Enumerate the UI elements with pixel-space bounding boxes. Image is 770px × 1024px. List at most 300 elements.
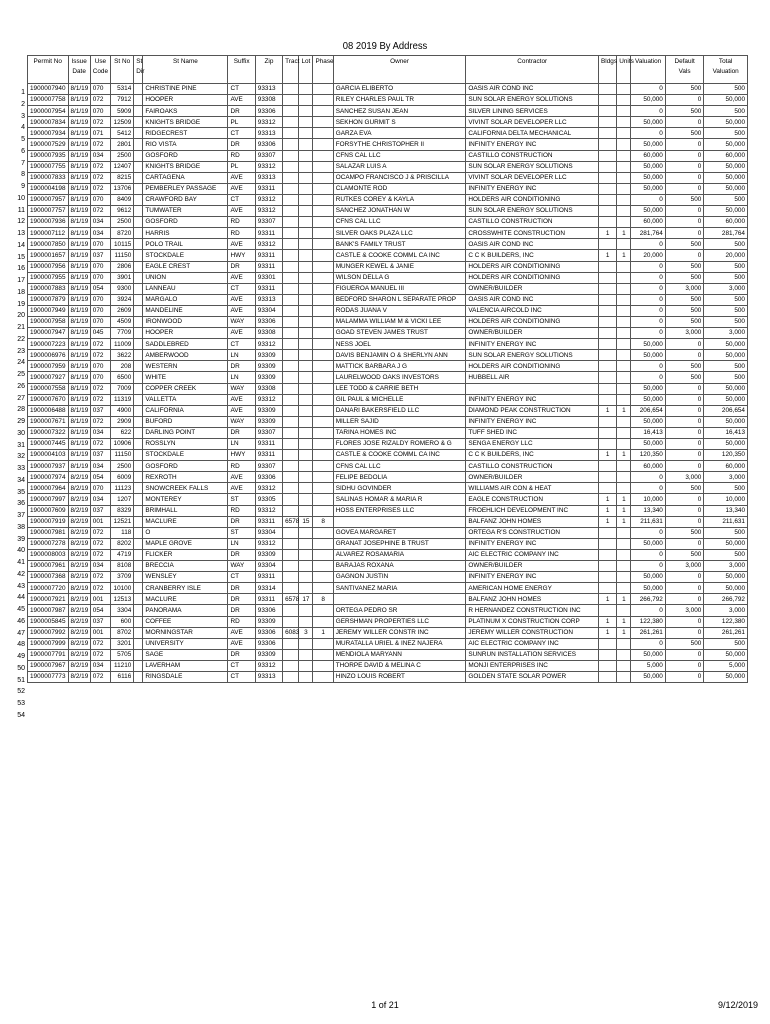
table-cell (466, 383, 599, 394)
row-number: 16 (17, 265, 25, 273)
table-cell: MATTICK BARBARA J G (333, 361, 466, 372)
table-cell: 211,631 (631, 516, 665, 527)
table-cell (299, 405, 313, 416)
table-cell: DR (228, 594, 255, 605)
table-cell (617, 572, 631, 583)
column-header: Use Code (90, 56, 110, 84)
table-cell: AVE (228, 183, 255, 194)
table-cell: 8409 (111, 194, 134, 205)
table-cell: 0 (665, 494, 703, 505)
table-cell: 50,000 (631, 416, 665, 427)
table-cell: 17 (299, 594, 313, 605)
table-cell (299, 194, 313, 205)
table-cell: RIO VISTA (143, 139, 228, 150)
row-number: 32 (17, 453, 25, 461)
table-cell: 50,000 (631, 439, 665, 450)
table-cell (283, 339, 299, 350)
table-cell: DANARI BAKERSFIELD LLC (333, 405, 466, 416)
table-cell (299, 84, 313, 95)
table-cell: 122,380 (631, 616, 665, 627)
table-cell: 0 (665, 572, 703, 583)
table-cell (313, 84, 333, 95)
table-cell: CT (228, 84, 255, 95)
table-cell: ROSSLYN (143, 439, 228, 450)
table-cell: 93309 (255, 405, 282, 416)
table-cell: 0 (665, 161, 703, 172)
table-cell: 8/2/19 (68, 483, 90, 494)
table-cell: KNIGHTS BRIDGE (143, 161, 228, 172)
table-cell: 1 (617, 228, 631, 239)
table-cell: 122,380 (704, 616, 748, 627)
table-cell: 070 (90, 84, 110, 95)
table-row (28, 605, 748, 616)
table-cell: 8/1/19 (68, 161, 90, 172)
table-cell (134, 549, 143, 560)
table-cell (599, 439, 617, 450)
row-number: 3 (21, 112, 25, 120)
table-cell (313, 206, 333, 217)
row-number: 14 (17, 241, 25, 249)
table-cell: LEE TODD & CARRIE BETH (333, 383, 466, 394)
table-cell: 8702 (111, 627, 134, 638)
table-cell: 8/1/19 (68, 372, 90, 383)
table-cell: INFINITY ENERGY INC (466, 416, 599, 427)
table-cell: 93313 (255, 172, 282, 183)
table-cell: 1 (617, 594, 631, 605)
table-cell: 070 (90, 305, 110, 316)
table-cell: MENDIOLA MARYANN (333, 649, 466, 660)
table-cell (599, 583, 617, 594)
row-number: 17 (17, 277, 25, 284)
table-cell: 072 (90, 649, 110, 660)
table-cell: AVE (228, 305, 255, 316)
table-cell (283, 128, 299, 139)
table-cell: 8/2/19 (68, 549, 90, 560)
table-cell: 072 (90, 339, 110, 350)
table-cell (617, 671, 631, 682)
table-cell: 054 (90, 605, 110, 616)
table-cell (313, 305, 333, 316)
table-row (28, 139, 748, 150)
table-cell: 8/1/19 (68, 95, 90, 106)
table-cell: 1900007757 (28, 206, 69, 217)
table-cell (283, 616, 299, 627)
table-cell: KNIGHTS BRIDGE (143, 117, 228, 128)
table-row (28, 572, 748, 583)
table-cell (134, 84, 143, 95)
table-cell (599, 172, 617, 183)
table-cell: 070 (90, 483, 110, 494)
table-cell: 50,000 (631, 572, 665, 583)
table-cell: 0 (665, 583, 703, 594)
table-cell: LAURELWOOD OAKS INVESTORS (333, 372, 466, 383)
table-cell: 0 (631, 283, 665, 294)
table-cell: 0 (665, 427, 703, 438)
table-cell: 8/1/19 (68, 427, 90, 438)
table-cell: 1900007955 (28, 272, 69, 283)
table-cell (299, 239, 313, 250)
row-number-column (11, 87, 25, 722)
table-cell: MACLURE (143, 516, 228, 527)
table-cell: 500 (665, 261, 703, 272)
table-row (28, 161, 748, 172)
report-title: 08 2019 By Address (342, 40, 428, 52)
table-cell (599, 194, 617, 205)
table-cell: MALAMMA WILLIAM M & VICKI LEE (333, 316, 466, 327)
table-cell: MACLURE (143, 594, 228, 605)
table-row (28, 638, 748, 649)
table-cell: 1900007974 (28, 472, 69, 483)
table-cell: 50,000 (704, 583, 748, 594)
table-cell (283, 183, 299, 194)
table-cell (283, 383, 299, 394)
table-cell (599, 427, 617, 438)
row-number: 38 (17, 523, 25, 531)
table-cell: 1900007883 (28, 283, 69, 294)
table-cell (299, 372, 313, 383)
row-number: 46 (17, 617, 25, 625)
table-cell: FORSYTHE CHRISTOPHER II (333, 139, 466, 150)
table-cell (313, 261, 333, 272)
table-cell: 500 (704, 272, 748, 283)
table-cell: 0 (665, 228, 703, 239)
table-cell: HUBBELL AIR (466, 372, 599, 383)
table-cell: AVE (228, 638, 255, 649)
table-cell (299, 250, 313, 261)
table-cell: 037 (90, 505, 110, 516)
table-cell: SALINAS HOMAR & MARIA R (333, 494, 466, 505)
table-cell: 1 (599, 405, 617, 416)
table-cell (599, 305, 617, 316)
table-cell: 1 (617, 405, 631, 416)
table-cell: 1 (617, 250, 631, 261)
table-cell (599, 117, 617, 128)
table-cell: CT (228, 339, 255, 350)
table-cell: 1900007758 (28, 95, 69, 106)
table-cell: FLORES JOSE RIZALDY ROMERO & G (333, 439, 466, 450)
table-cell (333, 594, 466, 605)
table-cell (283, 671, 299, 682)
table-cell: 93312 (255, 161, 282, 172)
table-cell: 0 (631, 527, 665, 538)
table-cell (134, 239, 143, 250)
table-cell (313, 439, 333, 450)
table-cell (299, 361, 313, 372)
table-cell: 0 (631, 194, 665, 205)
table-cell (313, 494, 333, 505)
table-cell: 3,000 (704, 561, 748, 572)
table-cell: 8/1/19 (68, 350, 90, 361)
table-cell (134, 217, 143, 228)
table-cell: 93312 (255, 117, 282, 128)
table-cell: INFINITY ENERGY INC (466, 139, 599, 150)
table-cell (134, 150, 143, 161)
table-cell: 8108 (111, 561, 134, 572)
table-cell: 037 (90, 616, 110, 627)
table-cell: 8/1/19 (68, 339, 90, 350)
row-number: 53 (17, 700, 25, 707)
table-cell: 1 (617, 505, 631, 516)
table-cell: 11009 (111, 339, 134, 350)
table-cell: RD (228, 150, 255, 161)
table-cell: 0 (631, 316, 665, 327)
table-cell: TUFF SHED INC (466, 427, 599, 438)
table-cell: 0 (665, 450, 703, 461)
table-cell (283, 283, 299, 294)
table-cell: 50,000 (631, 95, 665, 106)
table-cell (134, 505, 143, 516)
table-cell: RD (228, 217, 255, 228)
table-cell (283, 461, 299, 472)
row-number: 54 (17, 711, 25, 719)
table-cell: PLATINUM X CONSTRUCTION CORP (466, 616, 599, 627)
table-cell (283, 106, 299, 117)
table-cell (134, 416, 143, 427)
table-cell: 0 (631, 483, 665, 494)
table-cell: 0 (631, 305, 665, 316)
table-cell: C C K BUILDERS, INC (466, 250, 599, 261)
table-cell: 93308 (255, 95, 282, 106)
table-cell: RD (228, 228, 255, 239)
row-number: 52 (17, 688, 25, 696)
table-cell: 500 (704, 106, 748, 117)
table-cell: 2500 (111, 461, 134, 472)
table-row (28, 172, 748, 183)
table-cell: 93306 (255, 605, 282, 616)
table-cell (617, 472, 631, 483)
row-number: 12 (17, 218, 25, 226)
table-cell (599, 272, 617, 283)
table-cell: 072 (90, 549, 110, 560)
table-cell: 1 (617, 494, 631, 505)
table-cell (617, 416, 631, 427)
table-cell: O (143, 527, 228, 538)
table-cell (599, 660, 617, 671)
table-cell: 8/1/19 (68, 183, 90, 194)
table-cell: 8/2/19 (68, 472, 90, 483)
table-cell (283, 294, 299, 305)
table-cell: 93309 (255, 549, 282, 560)
table-cell: 50,000 (631, 538, 665, 549)
table-cell: 93309 (255, 372, 282, 383)
table-cell (134, 627, 143, 638)
table-cell: 072 (90, 583, 110, 594)
table-cell (134, 139, 143, 150)
table-cell: 070 (90, 272, 110, 283)
table-cell: 0 (665, 339, 703, 350)
table-cell: 0 (665, 394, 703, 405)
table-cell (283, 372, 299, 383)
table-cell: 93312 (255, 206, 282, 217)
table-cell: 0 (665, 660, 703, 671)
table-cell (617, 117, 631, 128)
table-cell: 072 (90, 172, 110, 183)
table-cell: 0 (665, 183, 703, 194)
table-cell: 93313 (255, 128, 282, 139)
table-cell: 072 (90, 139, 110, 150)
table-cell (134, 494, 143, 505)
table-cell: STOCKDALE (143, 450, 228, 461)
table-cell: 1900007529 (28, 139, 69, 150)
table-cell: C C K BUILDERS, INC (466, 450, 599, 461)
table-cell: 266,792 (704, 594, 748, 605)
table-cell: 1900007919 (28, 516, 69, 527)
table-cell: WAY (228, 316, 255, 327)
table-cell: DR (228, 427, 255, 438)
table-cell (617, 84, 631, 95)
table-row (28, 505, 748, 516)
table-row (28, 405, 748, 416)
table-cell: HOLDERS AIR CONDITIONING (466, 316, 599, 327)
table-cell: 93311 (255, 450, 282, 461)
table-cell: GOSFORD (143, 150, 228, 161)
table-cell: MURATALLA URIEL & INEZ NAJERA (333, 638, 466, 649)
table-cell (134, 572, 143, 583)
row-number: 28 (17, 406, 25, 414)
table-cell: AVE (228, 405, 255, 416)
table-cell: UNION (143, 272, 228, 283)
table-cell: 0 (631, 294, 665, 305)
table-cell: 037 (90, 450, 110, 461)
table-cell: 20,000 (631, 250, 665, 261)
table-cell: 93311 (255, 228, 282, 239)
table-cell: 8/1/19 (68, 361, 90, 372)
table-cell (617, 161, 631, 172)
table-cell: 8/1/19 (68, 305, 90, 316)
table-cell: 8/2/19 (68, 616, 90, 627)
table-cell (283, 206, 299, 217)
table-cell: 3,000 (704, 472, 748, 483)
table-cell: 5,000 (631, 660, 665, 671)
table-cell: 034 (90, 427, 110, 438)
table-cell: SEKHON GURMIT S (333, 117, 466, 128)
table-cell (283, 450, 299, 461)
table-cell: OASIS AIR COND INC (466, 294, 599, 305)
table-cell: 0 (665, 439, 703, 450)
table-cell: HOLDERS AIR CONDITIONING (466, 261, 599, 272)
table-cell: HARRIS (143, 228, 228, 239)
table-cell: 93312 (255, 660, 282, 671)
table-cell (617, 638, 631, 649)
table-cell: 8/1/19 (68, 228, 90, 239)
table-cell: FELIPE BEDOLIA (333, 472, 466, 483)
table-cell (313, 183, 333, 194)
table-cell: 072 (90, 394, 110, 405)
table-cell: 072 (90, 350, 110, 361)
table-cell: 12509 (111, 117, 134, 128)
table-cell: SIDHU GOVINDER (333, 483, 466, 494)
column-header: Owner (333, 56, 466, 84)
table-cell: CT (228, 128, 255, 139)
table-cell: CASTILLO CONSTRUCTION (466, 461, 599, 472)
table-cell: SANCHEZ JONATHAN W (333, 206, 466, 217)
row-number: 50 (17, 664, 25, 672)
table-cell: 1900007773 (28, 671, 69, 682)
table-cell (599, 139, 617, 150)
table-cell (299, 383, 313, 394)
table-cell: 50,000 (631, 161, 665, 172)
table-cell: GOSFORD (143, 461, 228, 472)
table-cell: 1900007834 (28, 117, 69, 128)
table-cell (617, 128, 631, 139)
table-cell: LN (228, 439, 255, 450)
table-cell: 60,000 (704, 217, 748, 228)
table-cell: 1900007936 (28, 217, 69, 228)
table-cell: CT (228, 671, 255, 682)
table-cell: 50,000 (704, 139, 748, 150)
table-cell (134, 272, 143, 283)
table-cell: LANNEAU (143, 283, 228, 294)
row-number: 30 (17, 429, 25, 437)
table-cell: 16,413 (631, 427, 665, 438)
table-cell: 622 (111, 427, 134, 438)
table-cell (283, 250, 299, 261)
table-cell: FAIROAKS (143, 106, 228, 117)
table-cell: CFNS CAL LLC (333, 217, 466, 228)
table-cell: 8/1/19 (68, 206, 90, 217)
table-cell (134, 172, 143, 183)
table-cell (617, 206, 631, 217)
table-cell: 8/1/19 (68, 439, 90, 450)
table-cell: GIL PAUL & MICHELLE (333, 394, 466, 405)
table-cell: BARAJAS ROXANA (333, 561, 466, 572)
row-number: 33 (17, 465, 25, 472)
table-cell: BALFANZ JOHN HOMES (466, 516, 599, 527)
table-cell: 3,000 (665, 283, 703, 294)
table-cell: 93304 (255, 527, 282, 538)
table-cell: 50,000 (704, 117, 748, 128)
table-cell (313, 172, 333, 183)
table-cell: 93307 (255, 217, 282, 228)
table-cell (313, 638, 333, 649)
table-cell (313, 416, 333, 427)
table-cell: MONJI ENTERPRISES INC (466, 660, 599, 671)
table-cell: 034 (90, 561, 110, 572)
column-header: Lot (299, 56, 313, 84)
table-cell: 3924 (111, 294, 134, 305)
table-cell: 1 (599, 250, 617, 261)
table-cell (134, 294, 143, 305)
table-cell: 5,000 (704, 660, 748, 671)
table-cell: 0 (631, 239, 665, 250)
table-cell (599, 128, 617, 139)
table-cell: INFINITY ENERGY INC (466, 339, 599, 350)
table-cell: 4719 (111, 549, 134, 560)
table-row (28, 660, 748, 671)
table-cell (617, 139, 631, 150)
table-cell: COFFEE (143, 616, 228, 627)
table-cell (299, 316, 313, 327)
table-cell (313, 217, 333, 228)
table-cell (134, 450, 143, 461)
table-cell: 93308 (255, 328, 282, 339)
table-cell: PANORAMA (143, 605, 228, 616)
table-cell: DAVIS BENJAMIN O & SHERLYN ANN (333, 350, 466, 361)
row-number: 24 (17, 359, 25, 367)
table-cell: 12407 (111, 161, 134, 172)
table-cell: SANCHEZ SUSAN JEAN (333, 106, 466, 117)
table-cell: 5705 (111, 649, 134, 660)
table-cell (599, 206, 617, 217)
table-cell (299, 272, 313, 283)
table-cell: BUFORD (143, 416, 228, 427)
table-cell: CASTLE & COOKE COMML CA INC (333, 450, 466, 461)
table-cell: 1 (617, 516, 631, 527)
table-cell: 0 (665, 172, 703, 183)
table-cell: 8 (313, 594, 333, 605)
table-cell (134, 649, 143, 660)
table-cell: AVE (228, 239, 255, 250)
